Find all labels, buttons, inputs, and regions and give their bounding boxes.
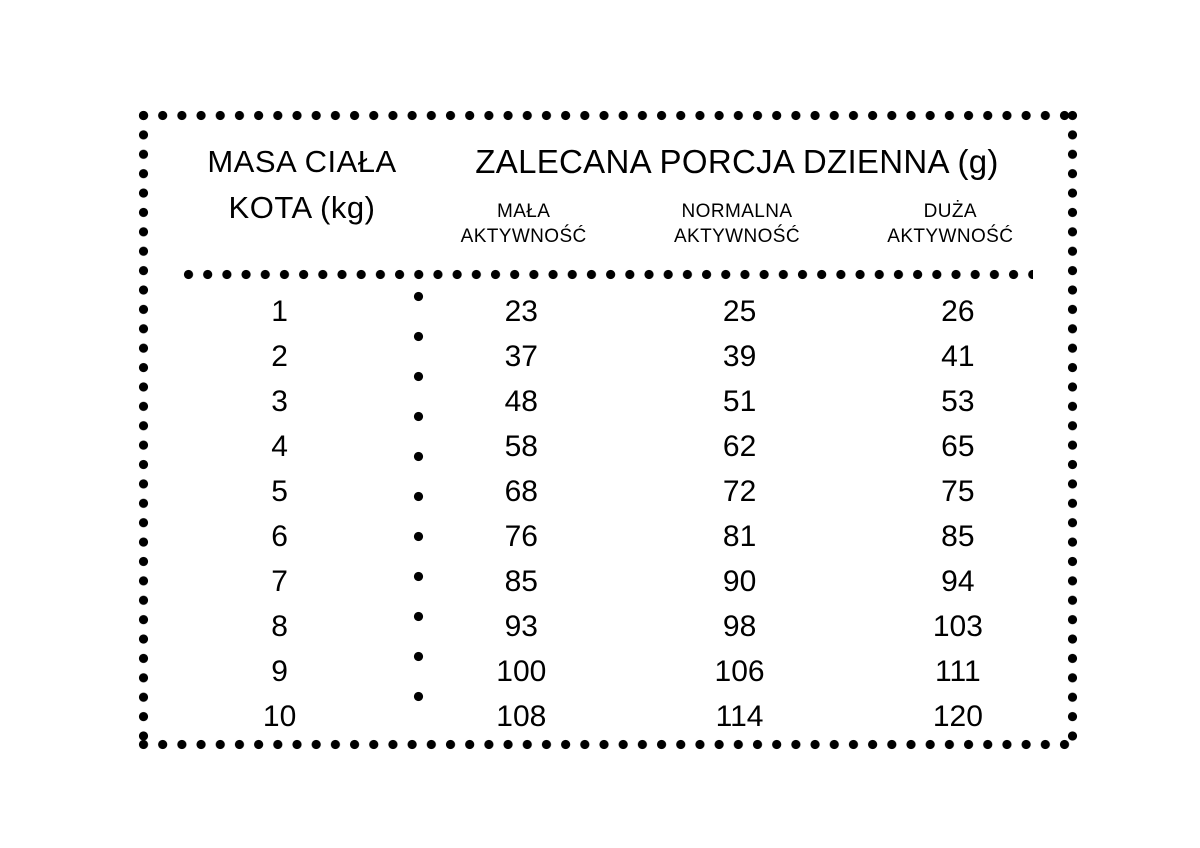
cell-high-activity: 41 xyxy=(941,340,975,373)
feeding-guide-table xyxy=(138,110,1078,750)
cell-low-activity: 76 xyxy=(504,520,538,553)
cell-normal-activity: 62 xyxy=(722,430,757,463)
cell-weight: 4 xyxy=(271,430,288,463)
cell-low-activity: 58 xyxy=(504,430,538,463)
weight-header-line-1: MASA CIAŁA xyxy=(207,144,397,179)
dotted-border-top xyxy=(138,110,1078,121)
weight-column-header xyxy=(177,139,427,231)
activity-header-high-line-1: DUŻA xyxy=(923,201,977,222)
table-row xyxy=(149,424,1067,469)
table-row xyxy=(149,289,1067,334)
activity-header-low xyxy=(417,199,630,249)
cell-weight: 5 xyxy=(271,475,288,508)
activity-header-high-line-2: AKTYWNOŚĆ xyxy=(887,226,1014,247)
activity-headers xyxy=(417,199,1057,249)
dotted-border-left xyxy=(138,110,149,750)
cell-high-activity: 103 xyxy=(932,610,983,643)
cell-normal-activity: 51 xyxy=(722,385,757,418)
dotted-border-right xyxy=(1067,110,1078,750)
table-header xyxy=(149,121,1067,269)
cell-normal-activity: 90 xyxy=(722,565,757,598)
table-row xyxy=(149,379,1067,424)
cell-weight: 8 xyxy=(271,610,288,643)
activity-header-low-line-1: MAŁA xyxy=(496,201,551,222)
cell-low-activity: 48 xyxy=(504,385,538,418)
header-divider xyxy=(183,269,1033,280)
activity-header-normal xyxy=(630,199,843,249)
table-row xyxy=(149,604,1067,649)
cell-weight: 10 xyxy=(262,700,297,733)
cell-normal-activity: 25 xyxy=(722,295,757,328)
cell-normal-activity: 39 xyxy=(722,340,757,373)
cell-low-activity: 23 xyxy=(504,295,538,328)
cell-high-activity: 26 xyxy=(941,295,975,328)
cell-weight: 2 xyxy=(271,340,288,373)
cell-normal-activity: 81 xyxy=(722,520,757,553)
cell-high-activity: 120 xyxy=(932,700,983,733)
cell-high-activity: 111 xyxy=(935,655,981,688)
cell-high-activity: 65 xyxy=(941,430,975,463)
cell-high-activity: 75 xyxy=(941,475,975,508)
cell-high-activity: 85 xyxy=(941,520,975,553)
activity-header-low-line-2: AKTYWNOŚĆ xyxy=(460,226,587,247)
table-row xyxy=(149,694,1067,739)
cell-weight: 9 xyxy=(271,655,288,688)
portion-column-header: ZALECANA PORCJA DZIENNA (g) xyxy=(475,143,999,180)
table-row xyxy=(149,334,1067,379)
activity-header-normal-line-2: AKTYWNOŚĆ xyxy=(673,226,801,247)
table-row xyxy=(149,469,1067,514)
table-content xyxy=(149,121,1067,739)
cell-weight: 6 xyxy=(271,520,288,553)
cell-low-activity: 100 xyxy=(496,655,547,688)
activity-header-normal-line-1: NORMALNA xyxy=(681,201,793,222)
cell-low-activity: 68 xyxy=(504,475,538,508)
cell-low-activity: 85 xyxy=(504,565,538,598)
table-row xyxy=(149,649,1067,694)
cell-low-activity: 93 xyxy=(504,610,538,643)
cell-high-activity: 94 xyxy=(941,565,975,598)
cell-weight: 3 xyxy=(271,385,288,418)
cell-weight: 7 xyxy=(271,565,288,598)
weight-header-line-2: KOTA (kg) xyxy=(228,190,376,225)
activity-header-high xyxy=(844,199,1057,249)
cell-normal-activity: 106 xyxy=(714,655,765,688)
cell-normal-activity: 114 xyxy=(715,700,764,733)
table-row xyxy=(149,559,1067,604)
cell-low-activity: 108 xyxy=(496,700,547,733)
cell-high-activity: 53 xyxy=(941,385,975,418)
table-body xyxy=(149,289,1067,739)
cell-normal-activity: 72 xyxy=(722,475,757,508)
dotted-border-bottom xyxy=(138,739,1078,750)
cell-low-activity: 37 xyxy=(504,340,538,373)
cell-normal-activity: 98 xyxy=(722,610,757,643)
table-row xyxy=(149,514,1067,559)
cell-weight: 1 xyxy=(271,295,288,328)
